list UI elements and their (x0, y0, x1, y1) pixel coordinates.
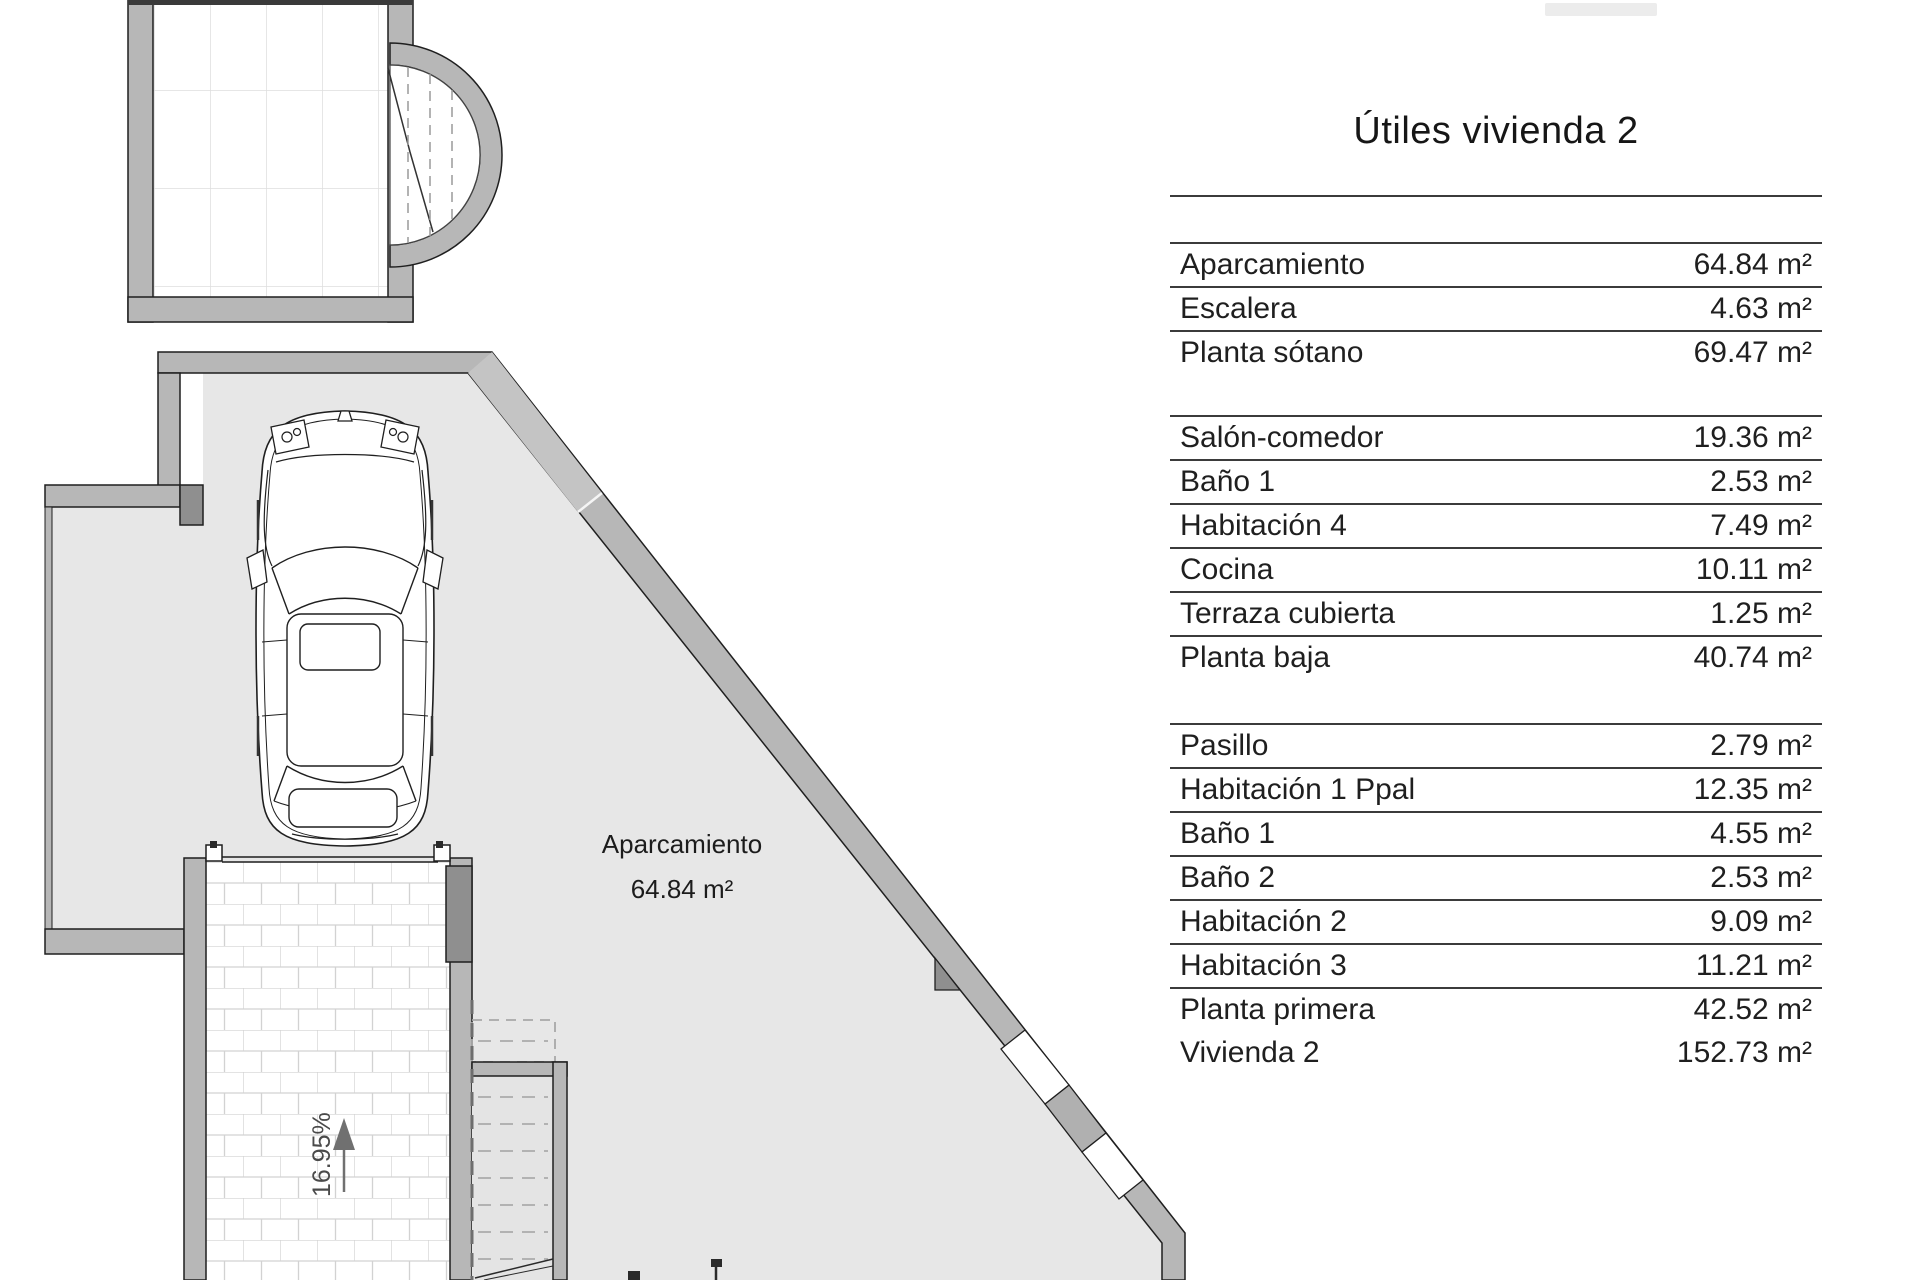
row-value: 4.55 m² (1710, 817, 1812, 850)
notch-wall (45, 485, 180, 507)
door-jamb (711, 1259, 722, 1267)
door-hinge-pin (436, 841, 443, 848)
ramp (184, 841, 472, 1280)
row-value: 2.53 m² (1710, 465, 1812, 498)
room-floor-tiles (153, 0, 388, 297)
row-label: Baño 1 (1180, 817, 1276, 850)
schedule-block-first-floor (1170, 723, 1822, 1075)
table-row (1170, 415, 1822, 459)
table-row (1170, 855, 1822, 899)
row-value: 2.79 m² (1710, 729, 1812, 762)
room-bottom-wall (128, 297, 413, 322)
left-boundary-wall (45, 507, 52, 954)
trunk-lid (289, 789, 397, 827)
row-value: 1.25 m² (1710, 597, 1812, 630)
bottom-left-wall (45, 929, 184, 954)
row-label: Aparcamiento (1180, 248, 1366, 281)
table-row (1170, 503, 1822, 547)
row-value: 69.47 m² (1693, 336, 1812, 369)
ramp-left-wall (184, 858, 206, 1280)
table-row (1170, 899, 1822, 943)
row-value: 64.84 m² (1693, 248, 1812, 281)
row-value: 42.52 m² (1693, 993, 1812, 1026)
row-value: 4.63 m² (1710, 292, 1812, 325)
row-value: 152.73 m² (1676, 1036, 1812, 1069)
door-jamb (628, 1271, 640, 1280)
table-row (1170, 987, 1822, 1031)
row-label: Baño 2 (1180, 861, 1276, 894)
schedule-block-ground-floor (1170, 415, 1822, 679)
stairwell-right-wall (553, 1062, 567, 1280)
row-value: 2.53 m² (1710, 861, 1812, 894)
table-row (1170, 635, 1822, 679)
table-row (1170, 286, 1822, 330)
row-label: Planta baja (1180, 641, 1331, 674)
row-label: Pasillo (1180, 729, 1269, 762)
ramp-slope-label: 16.95% (308, 1112, 336, 1197)
row-value: 19.36 m² (1693, 421, 1812, 454)
parking-area-value: 64.84 m² (630, 874, 734, 904)
table-row-total (1170, 1031, 1822, 1075)
table-row (1170, 591, 1822, 635)
area-schedule (1170, 0, 1822, 1280)
table-row (1170, 330, 1822, 374)
sunroof (300, 624, 380, 670)
room-left-wall (128, 0, 153, 322)
row-label: Habitación 3 (1180, 949, 1347, 982)
row-label: Habitación 2 (1180, 905, 1347, 938)
car-top-view (247, 411, 443, 846)
row-value: 7.49 m² (1710, 509, 1812, 542)
row-value: 10.11 m² (1695, 553, 1812, 586)
title-underline (1170, 195, 1822, 197)
row-value: 40.74 m² (1693, 641, 1812, 674)
row-label: Planta sótano (1180, 336, 1364, 369)
row-label: Planta primera (1180, 993, 1376, 1026)
row-label: Cocina (1180, 553, 1274, 586)
table-row (1170, 547, 1822, 591)
table-row (1170, 723, 1822, 767)
schedule-title: Útiles vivienda 2 (1353, 110, 1639, 152)
row-label: Baño 1 (1180, 465, 1276, 498)
schedule-block-basement (1170, 242, 1822, 374)
row-label: Salón-comedor (1180, 421, 1384, 454)
table-row (1170, 943, 1822, 987)
parking-area-label: Aparcamiento (601, 829, 763, 859)
row-label: Habitación 4 (1180, 509, 1347, 542)
hood-emblem (338, 411, 352, 421)
row-label: Terraza cubierta (1180, 597, 1396, 630)
ramp-paving (206, 862, 450, 1280)
table-row (1170, 767, 1822, 811)
column-pier (446, 866, 472, 962)
wall-cut-line (128, 0, 413, 5)
left-wall-stub (158, 373, 180, 488)
column-pier (180, 485, 203, 525)
row-value: 9.09 m² (1710, 905, 1812, 938)
storage-room (128, 0, 502, 322)
row-label: Habitación 1 Ppal (1180, 773, 1416, 806)
table-row (1170, 811, 1822, 855)
row-label: Vivienda 2 (1180, 1036, 1320, 1069)
row-label: Escalera (1180, 292, 1297, 325)
row-value: 12.35 m² (1693, 773, 1812, 806)
row-value: 11.21 m² (1695, 949, 1812, 982)
table-row (1170, 459, 1822, 503)
table-row (1170, 242, 1822, 286)
door-hinge-pin (210, 841, 217, 848)
